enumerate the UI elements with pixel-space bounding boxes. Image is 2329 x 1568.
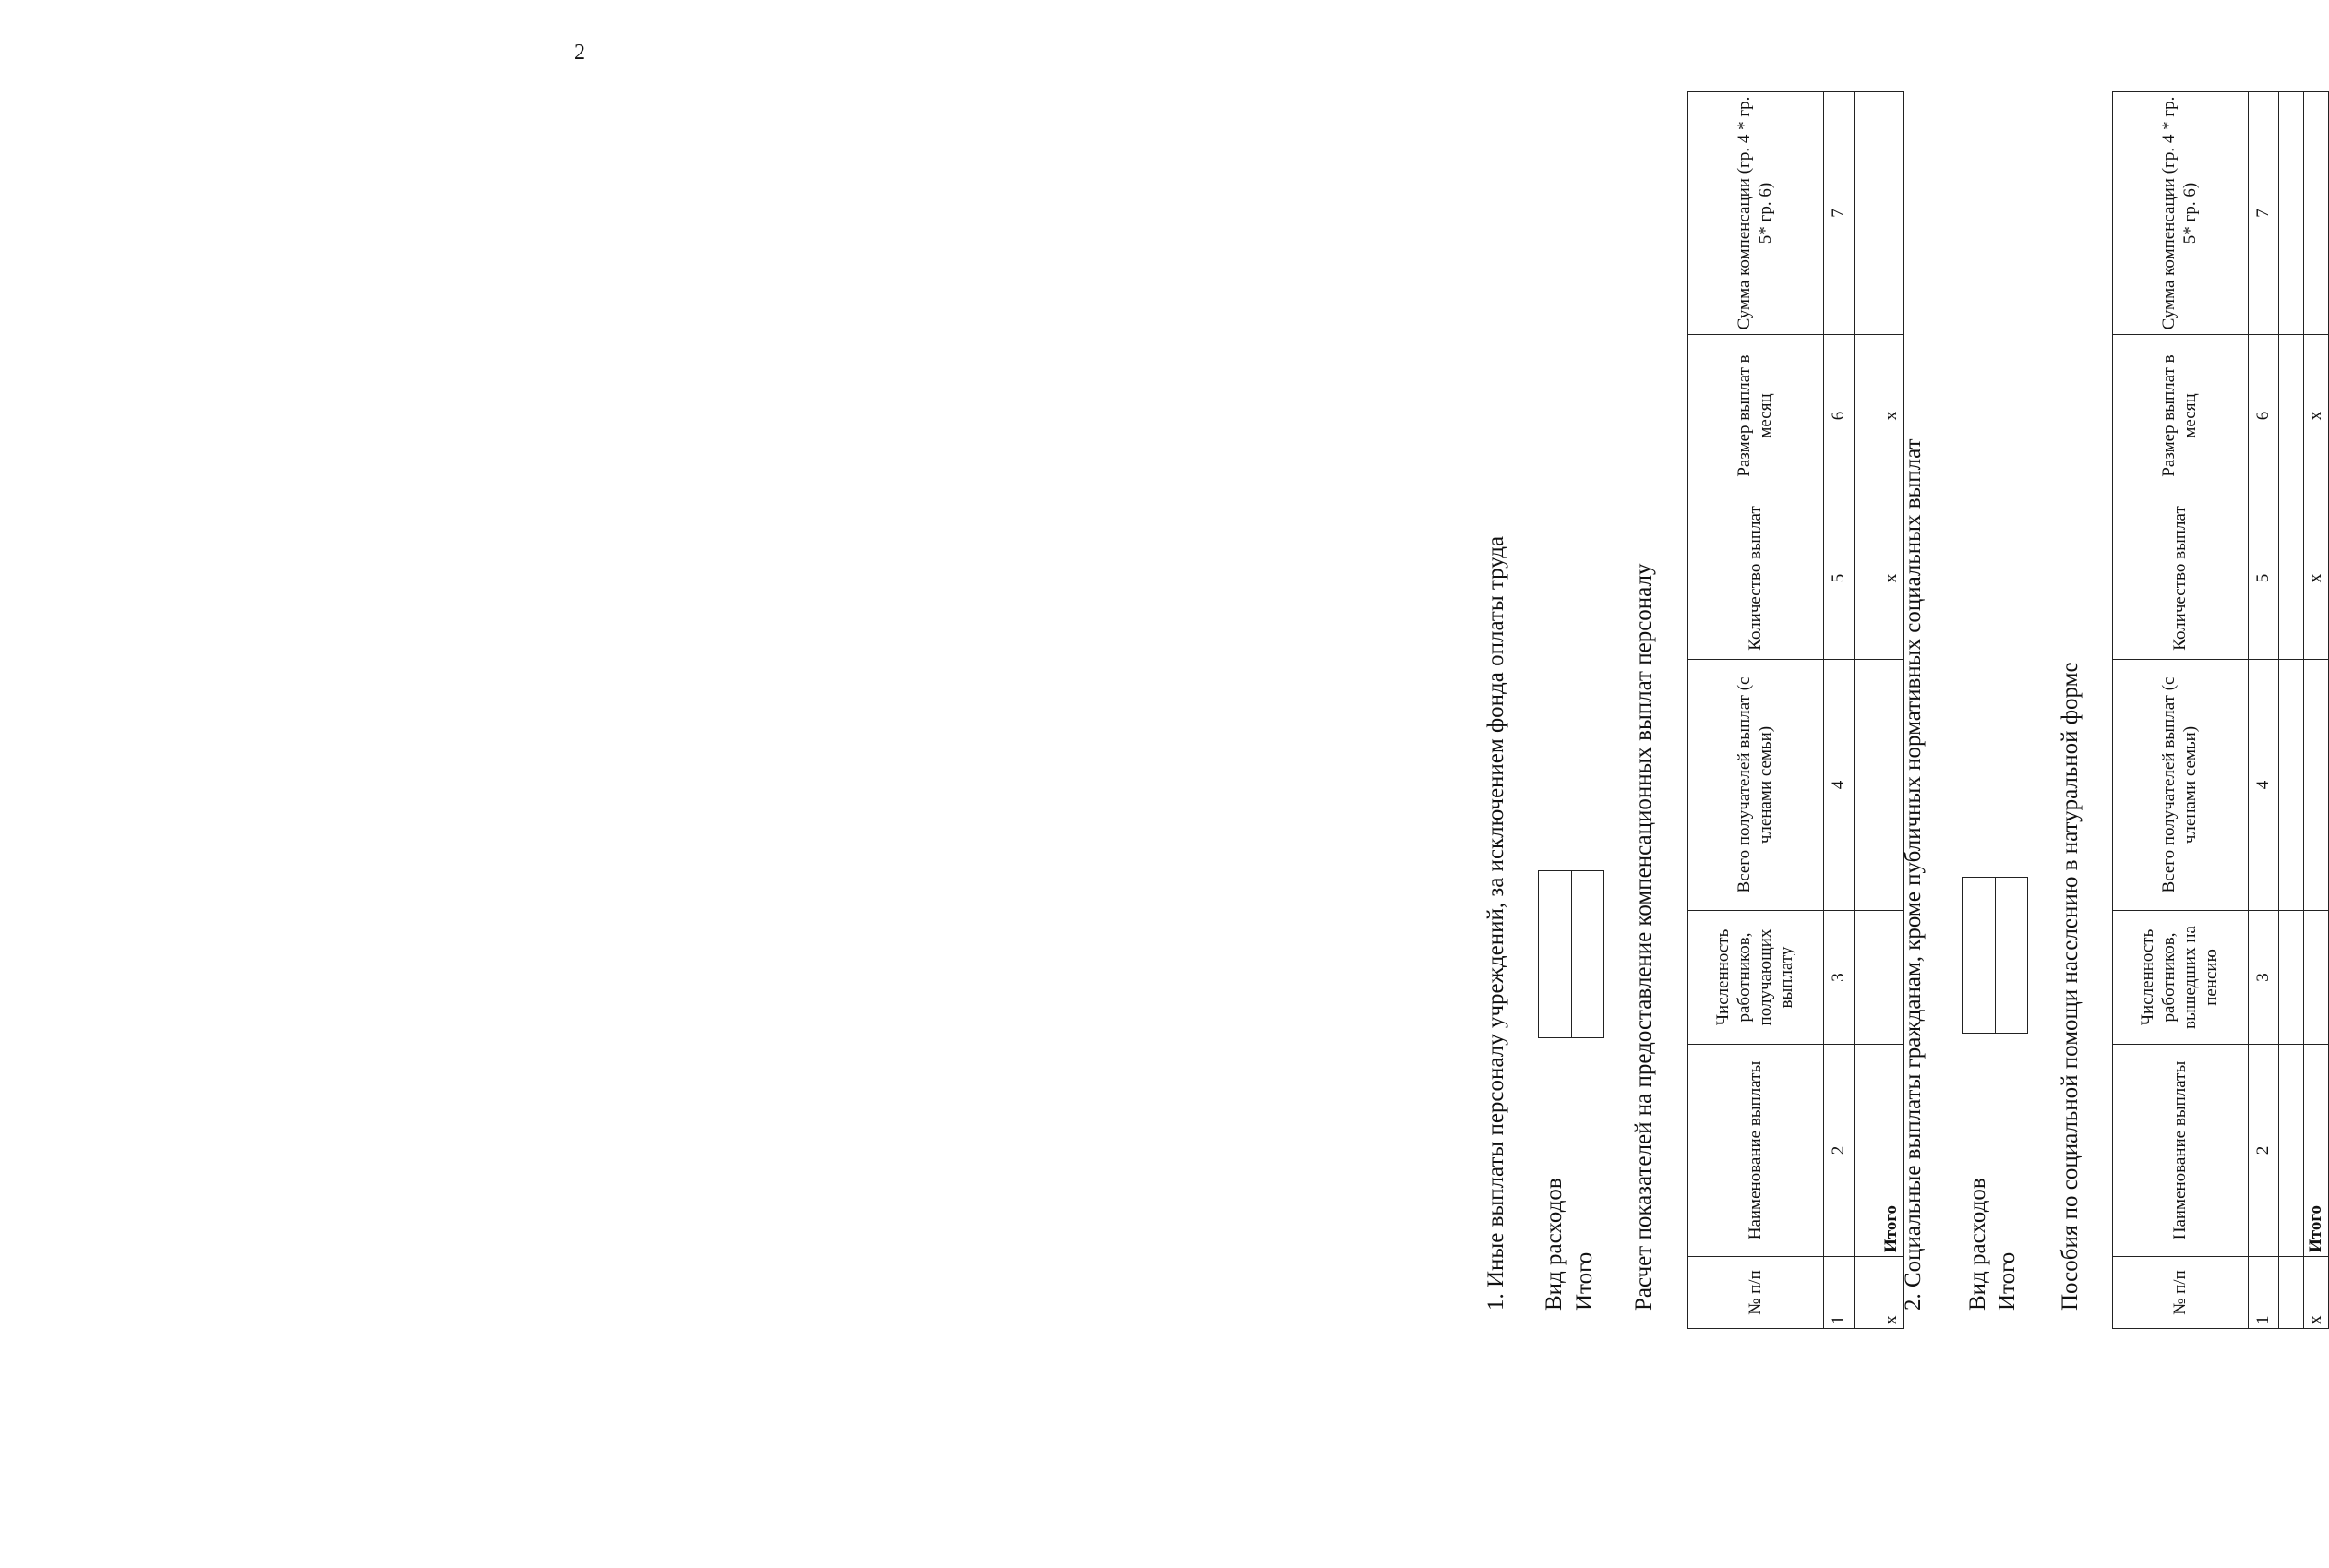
column-number-row	[1824, 92, 1855, 1329]
table-cell[interactable]	[1855, 660, 1879, 911]
table-row	[2279, 92, 2304, 1329]
table-cell[interactable]	[2279, 660, 2304, 911]
total-cell[interactable]	[2304, 660, 2329, 911]
header-cell: Численность работников, вышедших на пенсию	[2113, 911, 2249, 1045]
table-cell[interactable]	[1855, 911, 1879, 1045]
column-number-cell: 6	[1824, 335, 1855, 497]
total-cell: х	[1879, 1257, 1904, 1329]
column-number-cell: 5	[2249, 497, 2279, 660]
table-cell[interactable]	[1855, 335, 1879, 497]
header-cell: Сумма компенсации (гр. 4 * гр. 5* гр. 6)	[2113, 92, 2249, 335]
header-cell: Количество выплат	[2113, 497, 2249, 660]
total-cell: х	[1879, 497, 1904, 660]
header-cell: Размер выплат в месяц	[1688, 335, 1824, 497]
column-number-cell: 1	[2249, 1257, 2279, 1329]
section2-table-caption: Пособия по социальной помощи населению в натуральной форме	[2058, 662, 2083, 1311]
header-cell: Количество выплат	[1688, 497, 1824, 660]
column-number-cell: 7	[2249, 92, 2279, 335]
table-cell[interactable]	[1855, 1045, 1879, 1257]
table-cell[interactable]	[2279, 92, 2304, 335]
column-number-row	[2249, 92, 2279, 1329]
section2-title: 2. Социальные выплаты гражданам, кроме публичных нормативных социальных выплат	[1901, 438, 1926, 1311]
header-cell: № п/п	[1688, 1257, 1824, 1329]
header-cell: Наименование выплаты	[1688, 1045, 1824, 1257]
header-cell: № п/п	[2113, 1257, 2249, 1329]
column-number-cell: 4	[1824, 660, 1855, 911]
header-cell: Всего получателей выплат (с членами семьи)	[1688, 660, 1824, 911]
page-number: 2	[574, 41, 585, 65]
table-cell[interactable]	[2279, 1045, 2304, 1257]
total-label: Итого	[2304, 1045, 2329, 1257]
total-cell: х	[2304, 335, 2329, 497]
table-cell[interactable]	[2279, 335, 2304, 497]
table-cell[interactable]	[1855, 497, 1879, 660]
table-cell[interactable]	[1855, 1257, 1879, 1329]
column-number-cell: 2	[1824, 1045, 1855, 1257]
table-header-row	[1688, 92, 1824, 1329]
table-cell[interactable]	[2279, 911, 2304, 1045]
section2-vid-box[interactable]	[1962, 877, 2028, 1034]
total-cell: х	[2304, 1257, 2329, 1329]
section1-table	[1687, 91, 1904, 1329]
header-cell: Численность работников, получающих выплату	[1688, 911, 1824, 1045]
table-row	[1855, 92, 1879, 1329]
section2-label-itogo: Итого	[1995, 1251, 2020, 1311]
section1-title: 1. Иные выплаты персоналу учреждений, за исключением фонда оплаты труда	[1483, 535, 1508, 1311]
column-number-cell: 1	[1824, 1257, 1855, 1329]
total-row	[2304, 92, 2329, 1329]
column-number-cell: 4	[2249, 660, 2279, 911]
section2-vid-field[interactable]	[1963, 878, 1996, 1033]
column-number-cell: 7	[1824, 92, 1855, 335]
total-cell[interactable]	[2304, 911, 2329, 1045]
section1-label-itogo: Итого	[1572, 1251, 1597, 1311]
total-cell: х	[2304, 497, 2329, 660]
header-cell: Наименование выплаты	[2113, 1045, 2249, 1257]
total-cell[interactable]	[1879, 92, 1904, 335]
column-number-cell: 3	[2249, 911, 2279, 1045]
column-number-cell: 5	[1824, 497, 1855, 660]
column-number-cell: 2	[2249, 1045, 2279, 1257]
header-cell: Размер выплат в месяц	[2113, 335, 2249, 497]
section1-vid-box[interactable]	[1538, 870, 1604, 1038]
table-header-row	[2113, 92, 2249, 1329]
rotated-content	[1292, 0, 2325, 1477]
section2-label-vid: Вид расходов	[1965, 1178, 1990, 1311]
section1-vid-field[interactable]	[1539, 871, 1572, 1037]
table-cell[interactable]	[1855, 92, 1879, 335]
total-label: Итого	[1879, 1045, 1904, 1257]
column-number-cell: 6	[2249, 335, 2279, 497]
section1-label-vid: Вид расходов	[1542, 1178, 1567, 1311]
section2-table	[2112, 91, 2329, 1329]
total-cell: х	[1879, 335, 1904, 497]
section1-table-caption: Расчет показателей на предоставление компенсационных выплат персоналу	[1631, 563, 1656, 1311]
total-cell[interactable]	[2304, 92, 2329, 335]
header-cell: Сумма компенсации (гр. 4 * гр. 5* гр. 6)	[1688, 92, 1824, 335]
column-number-cell: 3	[1824, 911, 1855, 1045]
table-cell[interactable]	[2279, 1257, 2304, 1329]
table-cell[interactable]	[2279, 497, 2304, 660]
header-cell: Всего получателей выплат (с членами семьи)	[2113, 660, 2249, 911]
